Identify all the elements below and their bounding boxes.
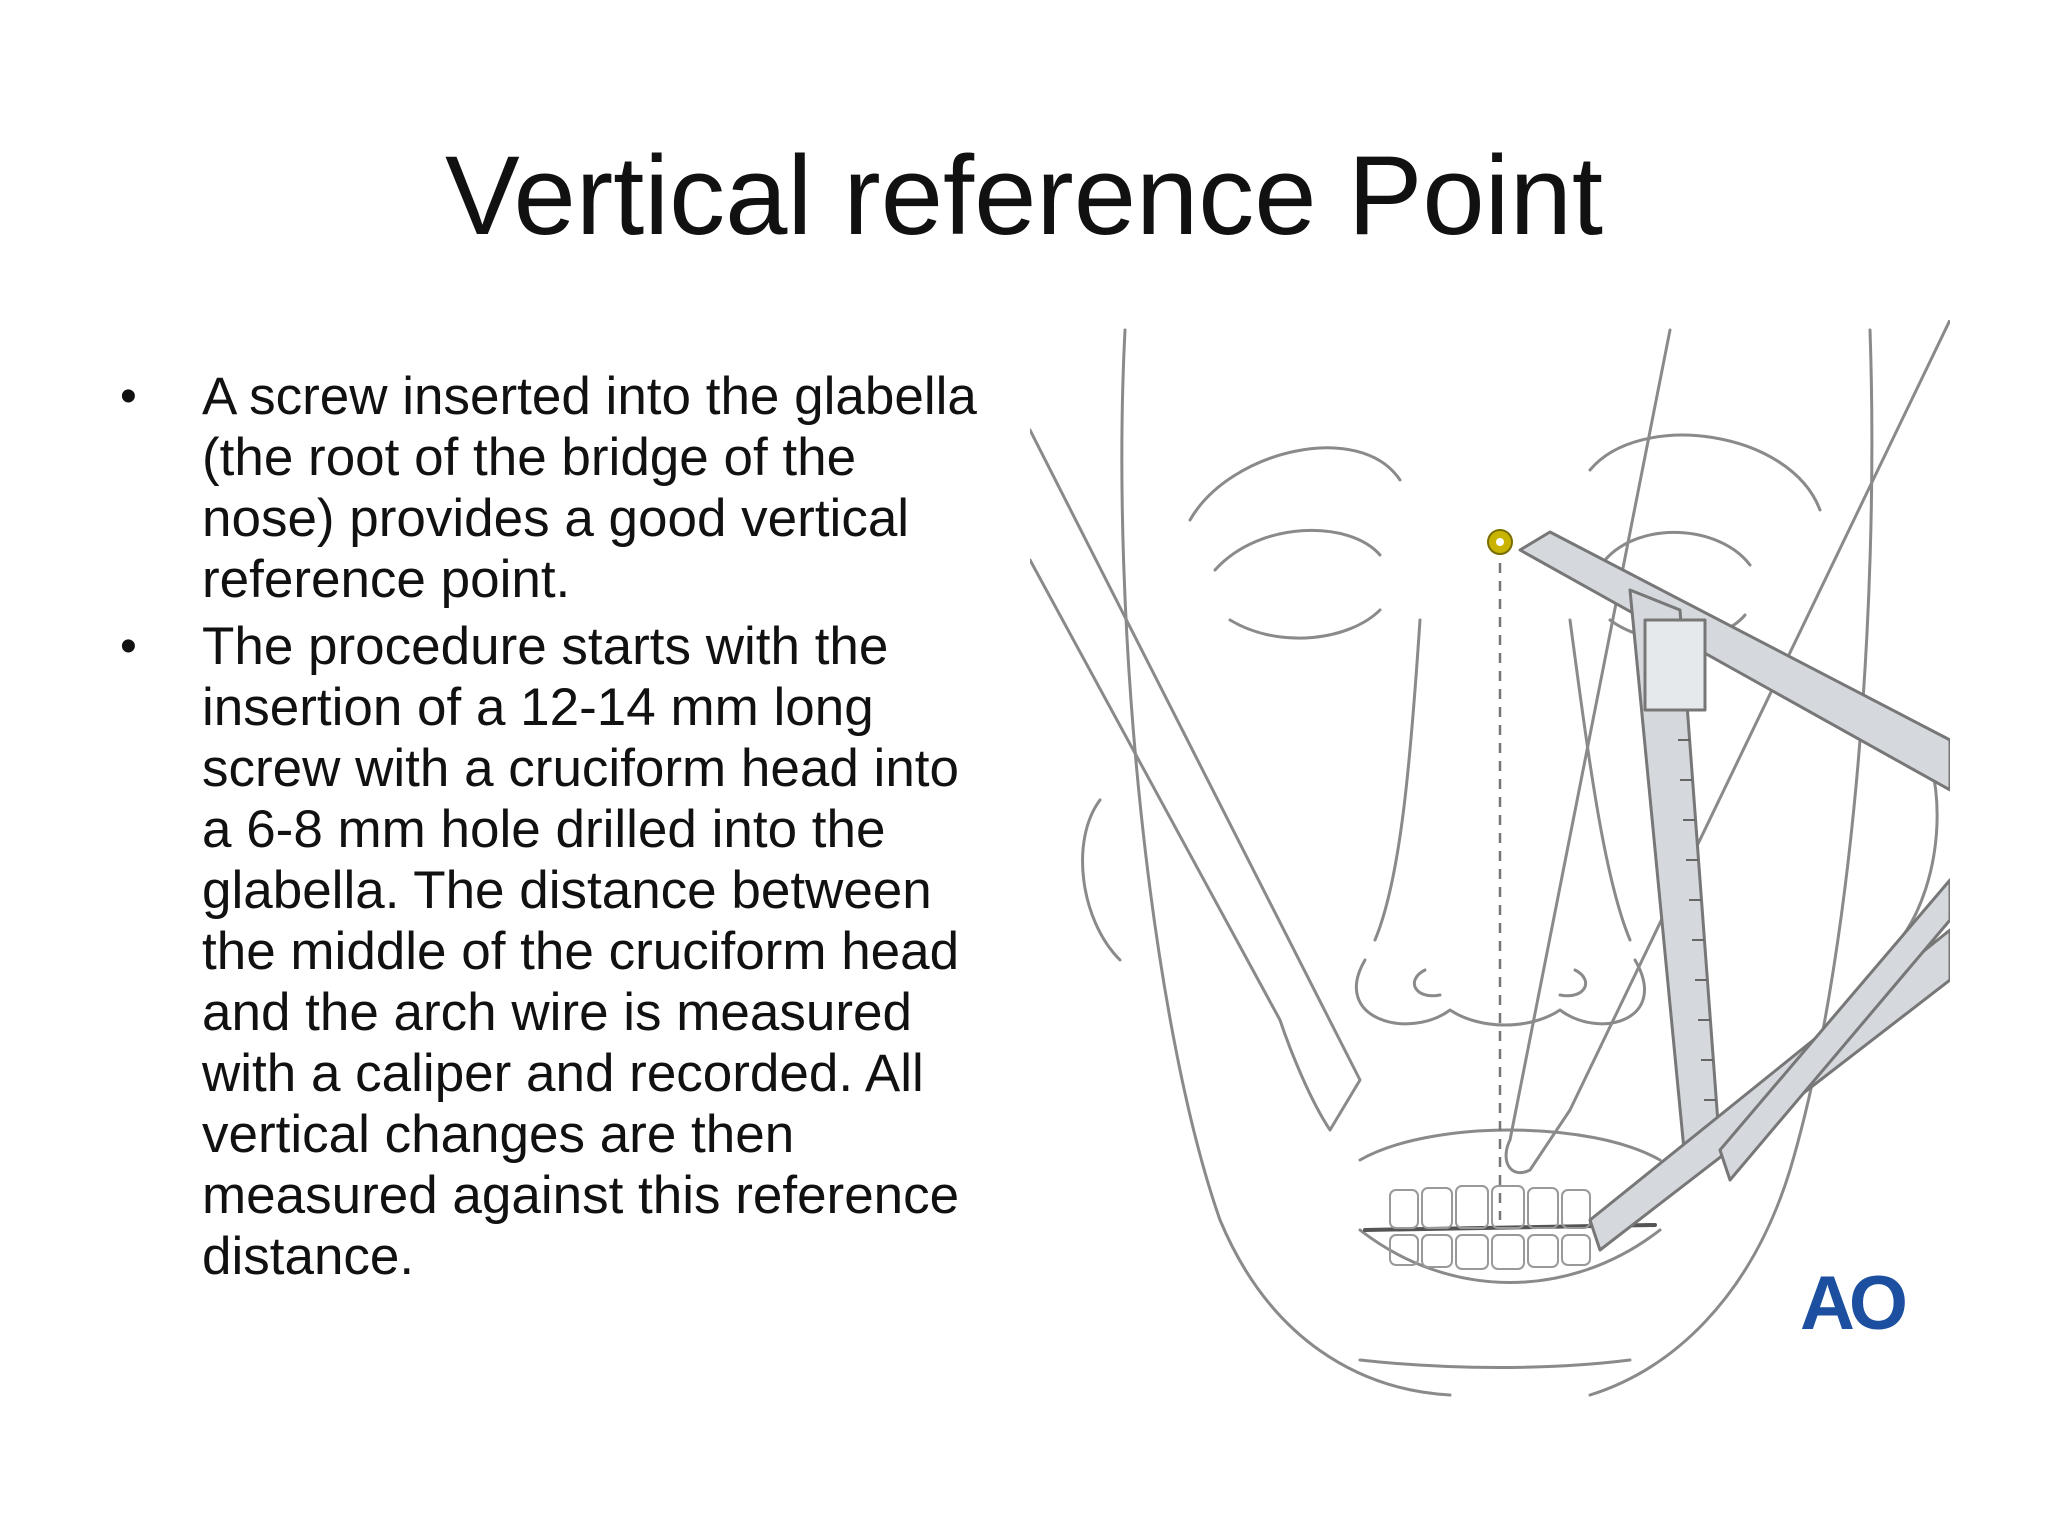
bullet-marker: • — [120, 370, 137, 423]
bullet-marker: • — [120, 620, 137, 673]
bullet-item — [120, 366, 1000, 610]
nostril-right — [1560, 970, 1586, 996]
left-ear — [1083, 800, 1120, 960]
retractor-left — [1030, 430, 1360, 1130]
glabella-screw — [1488, 530, 1512, 554]
right-eyebrow — [1590, 435, 1820, 510]
nose-left — [1375, 620, 1420, 940]
left-eye — [1215, 530, 1380, 570]
left-eyebrow — [1190, 448, 1400, 520]
face-outline-right — [1590, 330, 1872, 1395]
chin — [1360, 1360, 1630, 1368]
nose-right — [1570, 620, 1630, 940]
bullet-item — [120, 616, 1000, 1287]
slide-title: Vertical reference Point — [445, 133, 1603, 258]
bullet-list — [120, 366, 1000, 1293]
ao-logo: AO — [1800, 1261, 1902, 1346]
face-caliper-illustration — [1030, 320, 1950, 1400]
left-eye-lid — [1230, 610, 1380, 638]
bullet-text: The procedure starts with the insertion of a 12-14 mm long screw with a cruciform head into a 6-8 mm hole drilled into the glabella. The distance between the middle of the cruciform head and the arch wire is measured with a caliper and recorded. All vertical changes are then measured against this reference distance. — [202, 617, 960, 1286]
bullet-text: A screw inserted into the glabella (the root of the bridge of the nose) provides a good vertical reference point. — [202, 367, 977, 609]
caliper — [1520, 532, 1950, 1250]
nostril-left — [1414, 970, 1440, 996]
